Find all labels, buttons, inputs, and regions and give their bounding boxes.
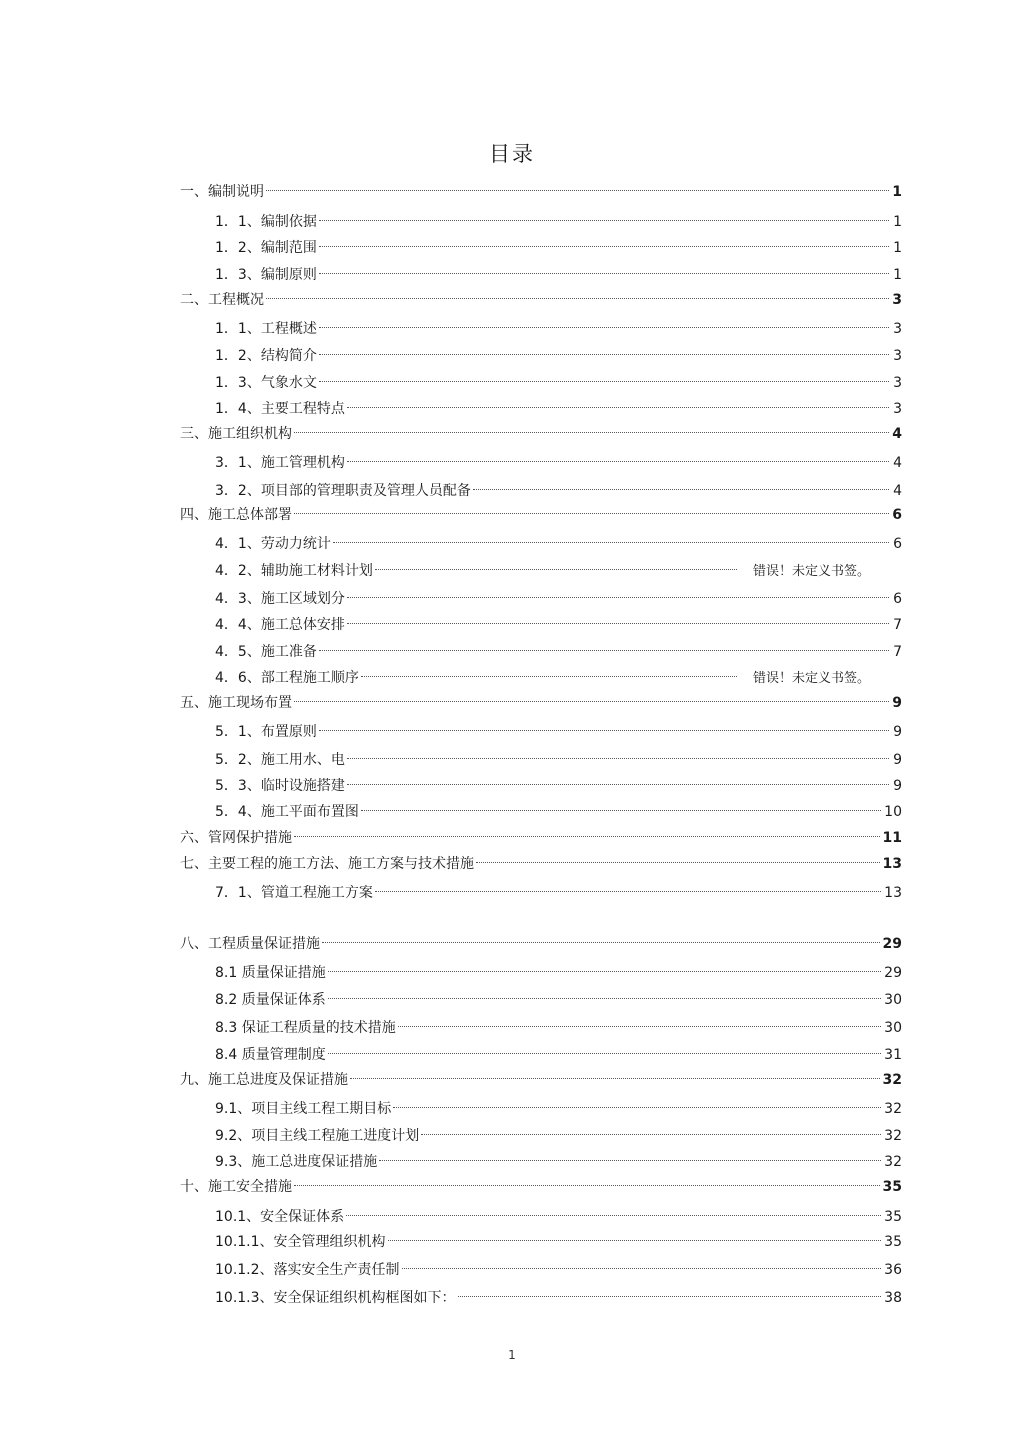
- toc-entry[interactable]: [215, 480, 902, 502]
- toc-leader: [328, 971, 881, 972]
- toc-entry-label: 一、编制说明: [180, 184, 264, 200]
- toc-entry-label: 六、管网保护措施: [180, 830, 292, 846]
- toc-entry[interactable]: [215, 962, 902, 984]
- toc-entry-label: 4．2、辅助施工材料计划: [215, 563, 373, 579]
- toc-page-number: 35: [884, 1209, 902, 1225]
- toc-entry-label: 1．2、编制范围: [215, 240, 317, 256]
- toc-leader: [402, 1268, 882, 1269]
- toc-page-number: 32: [882, 1072, 902, 1088]
- toc-entry-label: 5．1、布置原则: [215, 724, 317, 740]
- toc-entry[interactable]: [180, 827, 902, 849]
- toc-entry[interactable]: [215, 1125, 902, 1147]
- toc-entry[interactable]: [215, 452, 902, 474]
- toc-leader: [473, 489, 889, 490]
- toc-page-number: 7: [893, 644, 902, 660]
- toc-entry[interactable]: [215, 398, 902, 420]
- toc-entry-label: 8.4 质量管理制度: [215, 1047, 326, 1063]
- toc-entry[interactable]: [215, 667, 870, 689]
- toc-page-number: 3: [893, 401, 902, 417]
- toc-entry-label: 9.1、项目主线工程工期目标: [215, 1101, 392, 1117]
- toc-page-number: 30: [884, 1020, 902, 1036]
- toc-leader: [476, 862, 880, 863]
- toc-entry-label: 十、施工安全措施: [180, 1179, 292, 1195]
- toc-leader: [319, 246, 889, 247]
- toc-page-number: 35: [882, 1179, 902, 1195]
- toc-leader: [294, 1185, 880, 1186]
- toc-page-number: 1: [893, 214, 902, 230]
- toc-leader: [347, 597, 889, 598]
- toc-entry[interactable]: [180, 289, 902, 311]
- toc-entry-label: 3．1、施工管理机构: [215, 455, 345, 471]
- toc-page-number: 3: [893, 348, 902, 364]
- toc-leader: [328, 1053, 881, 1054]
- toc-entry[interactable]: [215, 560, 870, 582]
- toc-page-number: 6: [893, 536, 902, 552]
- toc-leader: [361, 810, 881, 811]
- toc-entry[interactable]: [180, 1176, 902, 1198]
- toc-page-number: 3: [893, 321, 902, 337]
- toc-page-number: 1: [893, 240, 902, 256]
- toc-page-number: 9: [893, 724, 902, 740]
- toc-leader: [393, 1107, 881, 1108]
- toc-entry[interactable]: [215, 588, 902, 610]
- toc-leader: [294, 432, 889, 433]
- toc-entry[interactable]: [215, 1259, 902, 1281]
- toc-entry[interactable]: [215, 989, 902, 1011]
- toc-leader: [328, 998, 881, 999]
- toc-page-number: 32: [884, 1101, 902, 1117]
- toc-entry-label: 8.2 质量保证体系: [215, 992, 326, 1008]
- toc-leader: [375, 891, 881, 892]
- toc-page-number: 32: [884, 1154, 902, 1170]
- toc-page-number: 7: [893, 617, 902, 633]
- toc-entry[interactable]: [180, 504, 902, 526]
- toc-entry-label: 八、工程质量保证措施: [180, 936, 320, 952]
- toc-page-number: 6: [893, 591, 902, 607]
- toc-page-number: 29: [884, 965, 902, 981]
- toc-entry-label: 四、施工总体部署: [180, 507, 292, 523]
- toc-entry-label: 4．6、部工程施工顺序: [215, 670, 359, 686]
- toc-entry[interactable]: [180, 1069, 902, 1091]
- toc-entry-label: 9.2、项目主线工程施工进度计划: [215, 1128, 420, 1144]
- toc-page-number: 13: [882, 856, 902, 872]
- toc-entry-label: 4．3、施工区域划分: [215, 591, 345, 607]
- page-title: 目录: [489, 142, 535, 166]
- toc-leader: [266, 298, 889, 299]
- toc-entry-label: 10.1.2、落实安全生产责任制: [215, 1262, 400, 1278]
- toc-entry-label: 4．5、施工准备: [215, 644, 317, 660]
- toc-page-number: 3: [893, 375, 902, 391]
- toc-entry-label: 10.1.3、安全保证组织机构框图如下：: [215, 1290, 456, 1306]
- toc-leader: [388, 1240, 882, 1241]
- toc-entry-label: 10.1.1、安全管理组织机构: [215, 1234, 386, 1250]
- toc-leader: [347, 461, 889, 462]
- toc-page-number: 1: [892, 184, 902, 200]
- toc-page-number: 10: [884, 804, 902, 820]
- toc-page-number: 3: [892, 292, 902, 308]
- toc-page-number: 9: [893, 778, 902, 794]
- toc-leader: [350, 1078, 880, 1079]
- toc-entry-label: 1．1、工程概述: [215, 321, 317, 337]
- toc-entry-label: 九、施工总进度及保证措施: [180, 1072, 348, 1088]
- toc-leader: [375, 569, 737, 570]
- toc-entry[interactable]: [215, 749, 902, 771]
- toc-leader: [361, 676, 737, 677]
- toc-page-number: 错误！未定义书签。: [752, 671, 870, 686]
- toc-entry[interactable]: [215, 372, 902, 394]
- toc-leader: [319, 327, 889, 328]
- toc-page-number: 13: [884, 885, 902, 901]
- toc-entry-label: 3．2、项目部的管理职责及管理人员配备: [215, 483, 471, 499]
- toc-entry-label: 7．1、管道工程施工方案: [215, 885, 373, 901]
- toc-leader: [346, 1215, 881, 1216]
- toc-entry-label: 5．2、施工用水、电: [215, 752, 345, 768]
- toc-leader: [319, 354, 889, 355]
- toc-entry[interactable]: [215, 211, 902, 233]
- toc-entry[interactable]: [180, 692, 902, 714]
- toc-entry-label: 5．3、临时设施搭建: [215, 778, 345, 794]
- toc-page-number: 11: [882, 830, 902, 846]
- toc-entry-label: 1．3、气象水文: [215, 375, 317, 391]
- toc-page-number: 30: [884, 992, 902, 1008]
- toc-entry-label: 1．2、结构简介: [215, 348, 317, 364]
- toc-entry[interactable]: [215, 882, 902, 904]
- toc-leader: [347, 623, 889, 624]
- toc-entry[interactable]: [215, 1287, 902, 1309]
- toc-entry[interactable]: [180, 853, 902, 875]
- toc-entry[interactable]: [215, 237, 902, 259]
- toc-entry[interactable]: [215, 1017, 902, 1039]
- toc-leader: [294, 513, 889, 514]
- toc-entry[interactable]: [215, 1044, 902, 1066]
- toc-entry[interactable]: [215, 533, 902, 555]
- toc-entry[interactable]: [215, 641, 902, 663]
- toc-entry-label: 三、施工组织机构: [180, 426, 292, 442]
- toc-entry-label: 1．3、编制原则: [215, 267, 317, 283]
- toc-entry-label: 七、主要工程的施工方法、施工方案与技术措施: [180, 856, 474, 872]
- toc-page-number: 38: [884, 1290, 902, 1306]
- toc-leader: [319, 381, 889, 382]
- toc-page-number: 9: [892, 695, 902, 711]
- toc-entry[interactable]: [215, 264, 902, 286]
- toc-entry[interactable]: [215, 1231, 902, 1253]
- toc-leader: [333, 542, 889, 543]
- toc-leader: [319, 650, 889, 651]
- toc-leader: [347, 784, 889, 785]
- toc-entry[interactable]: [215, 1151, 902, 1173]
- toc-leader: [266, 190, 889, 191]
- toc-leader: [458, 1296, 882, 1297]
- toc-entry[interactable]: [180, 423, 902, 445]
- toc-page-number: 29: [882, 936, 902, 952]
- toc-leader: [347, 758, 889, 759]
- toc-entry[interactable]: [215, 1098, 902, 1120]
- toc-leader: [347, 407, 889, 408]
- toc-page-number: 1: [893, 267, 902, 283]
- toc-entry-label: 五、施工现场布置: [180, 695, 292, 711]
- toc-entry-label: 4．1、劳动力统计: [215, 536, 331, 552]
- toc-entry-label: 4．4、施工总体安排: [215, 617, 345, 633]
- toc-page-number: 4: [893, 483, 902, 499]
- toc-page-number: 错误！未定义书签。: [752, 564, 870, 579]
- toc-page-number: 6: [892, 507, 902, 523]
- toc-leader: [322, 942, 880, 943]
- toc-leader: [319, 220, 889, 221]
- toc-entry-label: 8.1 质量保证措施: [215, 965, 326, 981]
- toc-entry-label: 5．4、施工平面布置图: [215, 804, 359, 820]
- toc-leader: [379, 1160, 881, 1161]
- toc-page-number: 4: [893, 455, 902, 471]
- toc-entry[interactable]: [215, 345, 902, 367]
- toc-leader: [398, 1026, 881, 1027]
- toc-entry[interactable]: [215, 614, 902, 636]
- toc-page-number: 35: [884, 1234, 902, 1250]
- toc-page-number: 4: [892, 426, 902, 442]
- toc-leader: [319, 273, 889, 274]
- toc-page-number: 9: [893, 752, 902, 768]
- footer-page-number: 1: [508, 1348, 516, 1362]
- toc-entry-label: 1．4、主要工程特点: [215, 401, 345, 417]
- toc-entry[interactable]: [215, 1206, 902, 1228]
- toc-entry[interactable]: [215, 318, 902, 340]
- toc-entry[interactable]: [215, 775, 902, 797]
- toc-entry[interactable]: [215, 801, 902, 823]
- toc-page-number: 31: [884, 1047, 902, 1063]
- toc-leader: [319, 730, 889, 731]
- toc-leader: [294, 836, 880, 837]
- toc-entry-label: 9.3、施工总进度保证措施: [215, 1154, 378, 1170]
- toc-leader: [421, 1134, 881, 1135]
- toc-page-number: 36: [884, 1262, 902, 1278]
- toc-entry-label: 8.3 保证工程质量的技术措施: [215, 1020, 396, 1036]
- toc-entry[interactable]: [180, 933, 902, 955]
- toc-entry-label: 10.1、安全保证体系: [215, 1209, 345, 1225]
- toc-entry-label: 1．1、编制依据: [215, 214, 317, 230]
- toc-entry-label: 二、工程概况: [180, 292, 264, 308]
- toc-page-number: 32: [884, 1128, 902, 1144]
- toc-entry[interactable]: [215, 721, 902, 743]
- toc-leader: [294, 701, 889, 702]
- toc-entry[interactable]: [180, 181, 902, 203]
